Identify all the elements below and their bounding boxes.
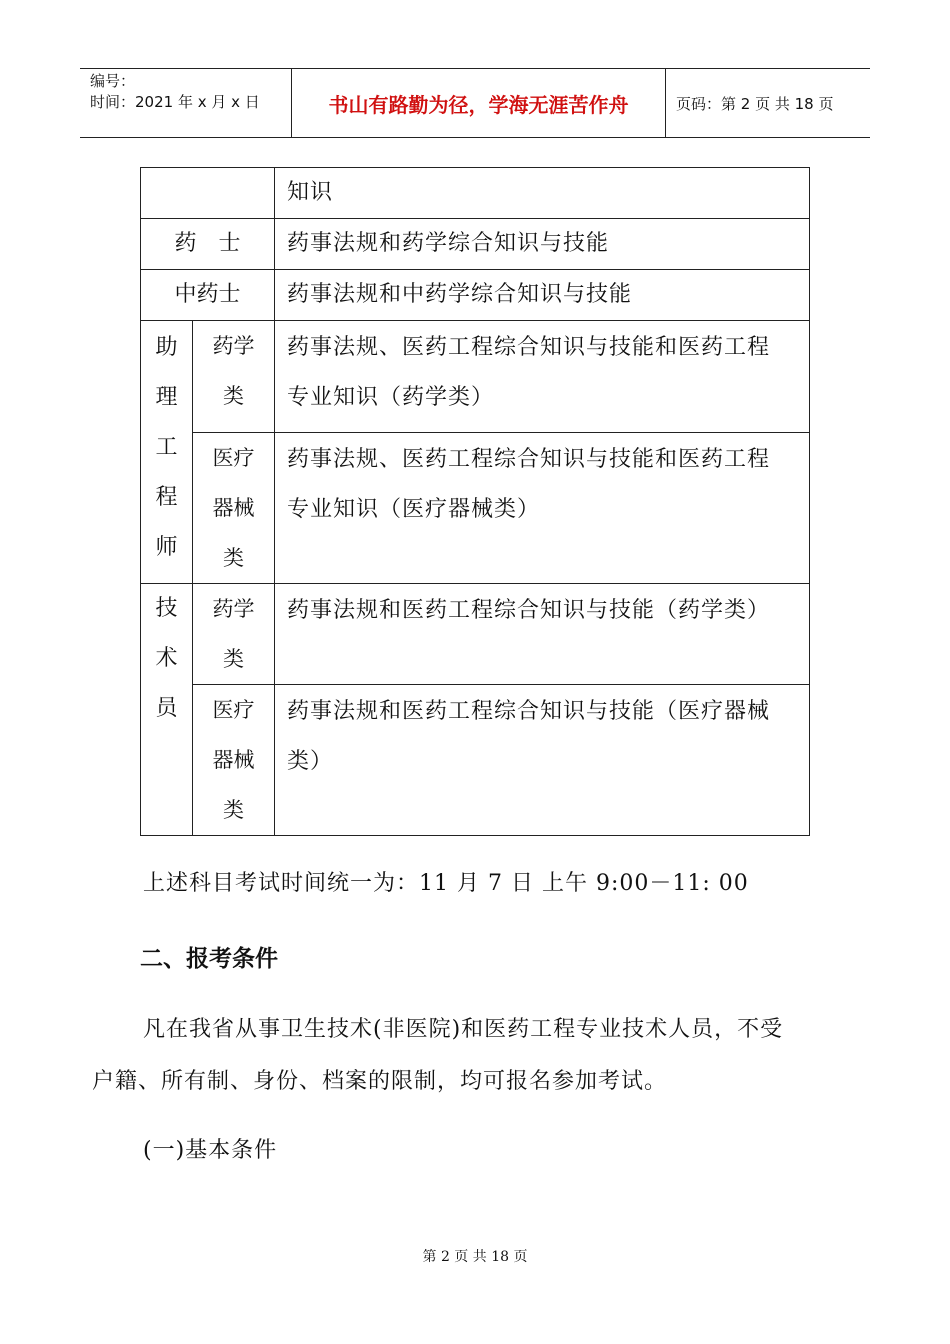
subjects-table [140, 167, 810, 836]
category-cell: 医疗 器械 类 [193, 685, 275, 836]
group-title-assistant-engineer: 助 理 工 程 师 [141, 321, 193, 584]
page-footer: 第 2 页 共 18 页 [422, 1249, 528, 1265]
table-row [141, 321, 810, 433]
category-cell: 医疗 器械 类 [193, 433, 275, 584]
subject-cell: 药事法规和药学综合知识与技能 [275, 219, 810, 270]
table-row [141, 433, 810, 584]
table-row [141, 584, 810, 685]
category-cell: 药学 类 [193, 584, 275, 685]
header-meta [80, 69, 292, 137]
table-row [141, 685, 810, 836]
name-cell [141, 168, 275, 219]
header-motto: 书山有路勤为径，学海无涯苦作舟 [292, 69, 666, 137]
exam-time-text: 上述科目考试时间统一为：11 月 7 日 上午 9:00－11: 00 [143, 871, 749, 896]
header-page-info: 页码：第 2 页 共 18 页 [676, 94, 834, 113]
serial-label: 编号： [90, 72, 136, 90]
section-title: 二、报考条件 [140, 946, 278, 972]
paragraph-line: 户籍、所有制、身份、档案的限制，均可报名参加考试。 [92, 1069, 668, 1094]
paragraph-line: 凡在我省从事卫生技术(非医院)和医药工程专业技术人员，不受 [143, 1017, 784, 1042]
category-cell: 药学 类 [193, 321, 275, 433]
subject-cell: 药事法规和医药工程综合知识与技能（医疗器械 类） [275, 685, 810, 836]
subject-cell: 药事法规和中药学综合知识与技能 [275, 270, 810, 321]
page-header [80, 68, 870, 138]
subsection-title: (一)基本条件 [143, 1138, 278, 1163]
subject-cell: 药事法规、医药工程综合知识与技能和医药工程 专业知识（医疗器械类） [275, 433, 810, 584]
subject-cell: 药事法规、医药工程综合知识与技能和医药工程 专业知识（药学类） [275, 321, 810, 433]
time-label: 时间：2021 年 x 月 x 日 [90, 93, 260, 111]
subject-cell: 药事法规和医药工程综合知识与技能（药学类） [275, 584, 810, 685]
table-row [141, 168, 810, 219]
table-row [141, 270, 810, 321]
name-cell: 中药士 [141, 270, 275, 321]
table-row [141, 219, 810, 270]
group-title-technician: 技 术 员 [141, 584, 193, 836]
subject-cell: 知识 [275, 168, 810, 219]
name-cell: 药 士 [141, 219, 275, 270]
